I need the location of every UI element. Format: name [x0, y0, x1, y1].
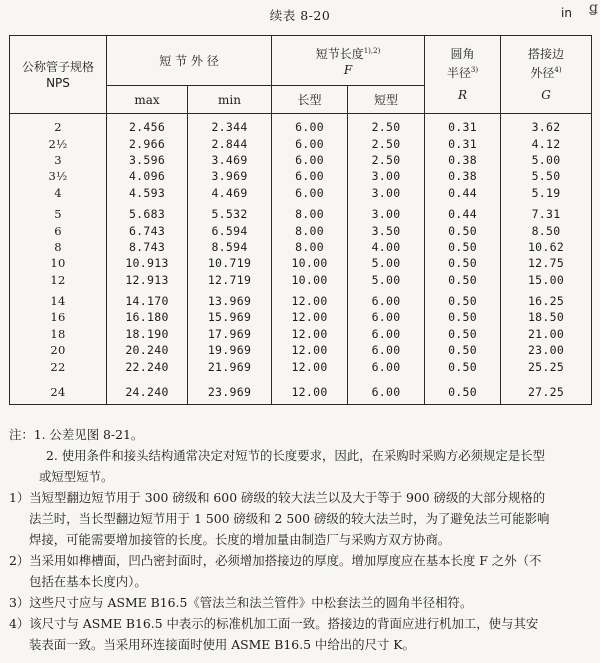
cell-long: 12.00: [272, 309, 348, 325]
table-row: [10, 358, 592, 374]
cell-g: 18.50: [501, 309, 592, 325]
cell-g: 12.75: [501, 255, 592, 271]
header-long: 长型: [272, 86, 348, 114]
cell-r: 0.50: [425, 358, 501, 374]
footnote-1-cont2: 焊接，可能需要增加接管的长度。长度的增加量由制造厂与采购方双方协商。: [29, 532, 451, 547]
cell-min: 2.344: [188, 119, 272, 135]
cell-short: 6.00: [348, 358, 425, 374]
header-radius-line2: 半径: [446, 66, 471, 80]
cell-nps: 5: [10, 206, 107, 222]
header-nps: [10, 36, 107, 114]
cell-long: 6.00: [272, 152, 348, 168]
cell-short: 2.50: [348, 135, 425, 151]
footnote-3: 3）这些尺寸应与 ASME B16.5《管法兰和法兰管件》中松套法兰的圆角半径相符。: [9, 595, 473, 610]
table-row: [10, 293, 592, 309]
cell-max: 18.190: [107, 326, 188, 342]
cell-long: 12.00: [272, 293, 348, 309]
cell-nps: 20: [10, 342, 107, 358]
cell-r: 0.50: [425, 222, 501, 238]
cell-long: 6.00: [272, 185, 348, 201]
footnote-1-cont1: 法兰时，当长型翻边短节用于 1 500 磅级和 2 500 磅级的较大法兰时，为了避免法兰可能影响: [29, 511, 550, 526]
table-row: [10, 255, 592, 271]
cell-nps: 18: [10, 326, 107, 342]
cell-max: 10.913: [107, 255, 188, 271]
cell-long: 12.00: [272, 358, 348, 374]
cell-nps: 6: [10, 222, 107, 238]
cell-short: 5.00: [348, 255, 425, 271]
header-radius-line1: 圆角: [450, 47, 475, 61]
cell-short: 4.00: [348, 239, 425, 255]
cell-g: 8.50: [501, 222, 592, 238]
cell-g: 15.00: [501, 272, 592, 288]
header-lap: [501, 36, 592, 114]
cell-min: 15.969: [188, 309, 272, 325]
header-max: max: [107, 86, 188, 114]
cell-g: 4.12: [501, 135, 592, 151]
notes-section: [9, 424, 589, 655]
header-length: [272, 36, 425, 86]
cell-nps: 10: [10, 255, 107, 271]
cell-long: 8.00: [272, 206, 348, 222]
cell-long: 6.00: [272, 119, 348, 135]
cell-long: 10.00: [272, 255, 348, 271]
cell-nps: 14: [10, 293, 107, 309]
cell-short: 2.50: [348, 119, 425, 135]
table-row: [10, 342, 592, 358]
table-row: [10, 119, 592, 135]
cell-max: 2.966: [107, 135, 188, 151]
cell-r: 0.50: [425, 255, 501, 271]
table-row: [10, 222, 592, 238]
cell-g: 5.50: [501, 168, 592, 184]
cell-max: 12.913: [107, 272, 188, 288]
cell-short: 6.00: [348, 293, 425, 309]
cell-long: 8.00: [272, 222, 348, 238]
table-row: [10, 309, 592, 325]
cell-min: 17.969: [188, 326, 272, 342]
cell-long: 6.00: [272, 168, 348, 184]
cell-short: 6.00: [348, 326, 425, 342]
header-nps-line2: NPS: [46, 75, 70, 90]
cell-g: 23.00: [501, 342, 592, 358]
cell-min: 5.532: [188, 206, 272, 222]
header-nps-line1: 公称管子规格: [21, 59, 94, 74]
cell-max: 24.240: [107, 380, 188, 405]
cell-max: 8.743: [107, 239, 188, 255]
cell-min: 4.469: [188, 185, 272, 201]
cell-g: 21.00: [501, 326, 592, 342]
dimension-table: [9, 35, 592, 405]
table-row: [10, 206, 592, 222]
cell-nps: 4: [10, 185, 107, 201]
header-od-text: 短 节 外 径: [159, 54, 219, 68]
note-1: 注：1. 公差见图 8-21。: [9, 427, 144, 442]
header-length-sup: 1),2): [363, 47, 381, 55]
cell-long: 10.00: [272, 272, 348, 288]
table-row: [10, 272, 592, 288]
header-radius-symbol: R: [457, 88, 468, 102]
cell-min: 12.719: [188, 272, 272, 288]
footnote-2-cont: 包括在基本长度内）。: [29, 574, 147, 589]
header-length-symbol: F: [343, 63, 353, 77]
cell-nps: 22: [10, 358, 107, 374]
cell-g: 7.31: [501, 206, 592, 222]
cell-max: 14.170: [107, 293, 188, 309]
cell-r: 0.38: [425, 152, 501, 168]
cell-r: 0.38: [425, 168, 501, 184]
table-row: [10, 380, 592, 405]
cell-max: 6.743: [107, 222, 188, 238]
cell-short: 6.00: [348, 342, 425, 358]
cell-nps: 2: [10, 119, 107, 135]
cell-g: 3.62: [501, 119, 592, 135]
cell-min: 19.969: [188, 342, 272, 358]
cell-short: 6.00: [348, 309, 425, 325]
note-2: 2. 使用条件和接头结构通常决定对短节的长度要求，因此，在采购时采购方必须规定是长型: [46, 448, 545, 463]
header-outside-diameter: [107, 36, 272, 86]
header-short: 短型: [348, 86, 425, 114]
cell-short: 3.00: [348, 168, 425, 184]
table-row: [10, 185, 592, 201]
cell-min: 21.969: [188, 358, 272, 374]
cell-nps: 24: [10, 380, 107, 405]
cell-max: 4.593: [107, 185, 188, 201]
cell-nps: 3½: [10, 168, 107, 184]
cell-short: 2.50: [348, 152, 425, 168]
cell-short: 3.00: [348, 206, 425, 222]
footnote-2: 2）当采用如榫槽面，凹凸密封面时，必须增加搭接边的厚度。增加厚度应在基本长度 F 之外（不: [9, 553, 542, 568]
cell-r: 0.50: [425, 326, 501, 342]
header-lap-sup: 4): [554, 66, 562, 74]
cell-short: 3.00: [348, 185, 425, 201]
cell-min: 13.969: [188, 293, 272, 309]
cell-nps: 3: [10, 152, 107, 168]
cell-r: 0.44: [425, 185, 501, 201]
cell-max: 5.683: [107, 206, 188, 222]
cell-long: 12.00: [272, 326, 348, 342]
cell-long: 6.00: [272, 135, 348, 151]
cell-r: 0.50: [425, 309, 501, 325]
cell-short: 6.00: [348, 380, 425, 405]
footnote-4-cont: 装表面一致。当采用环连接面时使用 ASME B16.5 中给出的尺寸 K。: [29, 637, 415, 652]
cell-short: 3.50: [348, 222, 425, 238]
header-radius-sup: 3): [470, 66, 479, 74]
header-radius: [425, 36, 501, 114]
cell-g: 27.25: [501, 380, 592, 405]
cell-r: 0.50: [425, 380, 501, 405]
corner-mark: ǥ: [589, 0, 598, 16]
footnote-4: 4）该尺寸与 ASME B16.5 中表示的标准机加工面一致。搭接边的背面应进行机加工，使与其安: [9, 616, 539, 631]
table-row: [10, 168, 592, 184]
cell-r: 0.31: [425, 119, 501, 135]
cell-nps: 12: [10, 272, 107, 288]
cell-min: 2.844: [188, 135, 272, 151]
cell-min: 8.594: [188, 239, 272, 255]
cell-max: 4.096: [107, 168, 188, 184]
cell-nps: 8: [10, 239, 107, 255]
cell-max: 22.240: [107, 358, 188, 374]
cell-max: 2.456: [107, 119, 188, 135]
cell-max: 20.240: [107, 342, 188, 358]
cell-min: 6.594: [188, 222, 272, 238]
header-length-text: 短节长度: [315, 47, 364, 61]
cell-short: 5.00: [348, 272, 425, 288]
cell-g: 10.62: [501, 239, 592, 255]
cell-long: 12.00: [272, 342, 348, 358]
unit-label: in: [561, 6, 572, 20]
cell-r: 0.44: [425, 206, 501, 222]
table-row: [10, 135, 592, 151]
cell-long: 8.00: [272, 239, 348, 255]
table-row: [10, 239, 592, 255]
cell-nps: 2½: [10, 135, 107, 151]
table-row: [10, 152, 592, 168]
note-2-cont: 或短型短节。: [39, 469, 114, 484]
cell-r: 0.50: [425, 272, 501, 288]
cell-min: 3.469: [188, 152, 272, 168]
cell-r: 0.50: [425, 293, 501, 309]
cell-long: 12.00: [272, 380, 348, 405]
cell-min: 23.969: [188, 380, 272, 405]
cell-g: 5.00: [501, 152, 592, 168]
header-lap-line1: 搭接边: [528, 47, 565, 61]
cell-min: 10.719: [188, 255, 272, 271]
table-body: [10, 114, 592, 405]
cell-r: 0.50: [425, 342, 501, 358]
cell-max: 3.596: [107, 152, 188, 168]
header-lap-line2: 外径: [530, 66, 555, 80]
cell-min: 3.969: [188, 168, 272, 184]
cell-g: 5.19: [501, 185, 592, 201]
table-caption: 续表 8-20: [269, 8, 331, 23]
cell-nps: 16: [10, 309, 107, 325]
header-min: min: [188, 86, 272, 114]
cell-max: 16.180: [107, 309, 188, 325]
cell-r: 0.50: [425, 239, 501, 255]
cell-g: 25.25: [501, 358, 592, 374]
cell-r: 0.31: [425, 135, 501, 151]
footnote-1: 1）当短型翻边短节用于 300 磅级和 600 磅级的较大法兰以及大于等于 900 磅级的大部分规格的: [9, 490, 546, 505]
header-lap-symbol: G: [541, 88, 551, 102]
cell-g: 16.25: [501, 293, 592, 309]
table-row: [10, 326, 592, 342]
